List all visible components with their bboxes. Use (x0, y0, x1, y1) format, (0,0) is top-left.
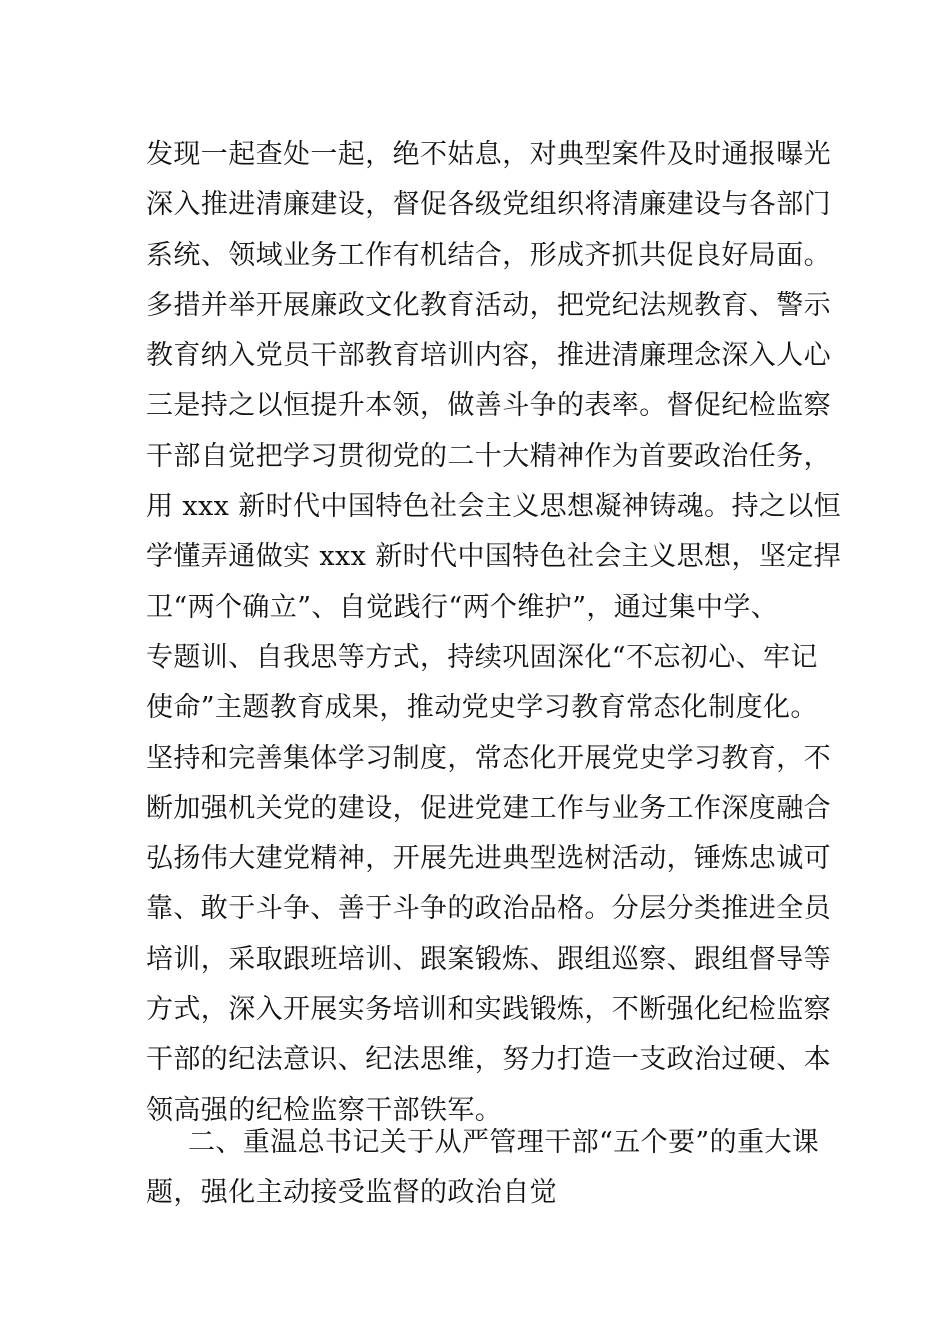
heading-line: 题，强化主动接受监督的政治自觉 (146, 1177, 557, 1209)
text-line: 三是持之以恒提升本领，做善斗争的表率。督促纪检监察 (146, 390, 831, 422)
text-line: 系统、领域业务工作有机结合，形成齐抓共促良好局面。 (146, 239, 831, 271)
text-line: 学懂弄通做实 xxx 新时代中国特色社会主义思想，坚定捍 (146, 541, 842, 573)
text-line: 干部的纪法意识、纪法思维，努力打造一支政治过硬、本 (146, 1044, 831, 1076)
text-line: 专题训、自我思等方式，持续巩固深化“不忘初心、牢记 (146, 641, 818, 673)
text-line: 靠、敢于斗争、善于斗争的政治品格。分层分类推进全员 (146, 893, 831, 925)
text-line: 坚持和完善集体学习制度，常态化开展党史学习教育，不 (146, 742, 831, 774)
text-line: 卫“两个确立”、自觉践行“两个维护”，通过集中学、 (146, 591, 779, 623)
text-line: 教育纳入党员干部教育培训内容，推进清廉理念深入人心 (146, 340, 831, 372)
text-line: 弘扬伟大建党精神，开展先进典型选树活动，锤炼忠诚可 (146, 843, 831, 875)
text-line: 培训，采取跟班培训、跟案锻炼、跟组巡察、跟组督导等 (146, 943, 831, 975)
text-line: 用 xxx 新时代中国特色社会主义思想凝神铸魂。持之以恒 (146, 491, 842, 523)
text-line: 使命”主题教育成果，推动党史学习教育常态化制度化。 (146, 692, 818, 724)
text-line: 发现一起查处一起，绝不姑息，对典型案件及时通报曝光 (146, 139, 831, 170)
text-line: 多措并举开展廉政文化教育活动，把党纪法规教育、警示 (146, 289, 831, 321)
text-line: 深入推进清廉建设，督促各级党组织将清廉建设与各部门 (146, 189, 831, 221)
section-heading (146, 1118, 826, 1219)
body-paragraph (146, 130, 842, 1136)
text-line: 干部自觉把学习贯彻党的二十大精神作为首要政治任务， (146, 440, 831, 472)
text-line: 方式，深入开展实务培训和实践锻炼，不断强化纪检监察 (146, 994, 831, 1026)
text-line: 领高强的纪检监察干部铁军。 (146, 1094, 503, 1126)
text-line: 断加强机关党的建设，促进党建工作与业务工作深度融合 (146, 792, 831, 824)
heading-line: 二、重温总书记关于从严管理干部“五个要”的重大课 (188, 1127, 820, 1158)
